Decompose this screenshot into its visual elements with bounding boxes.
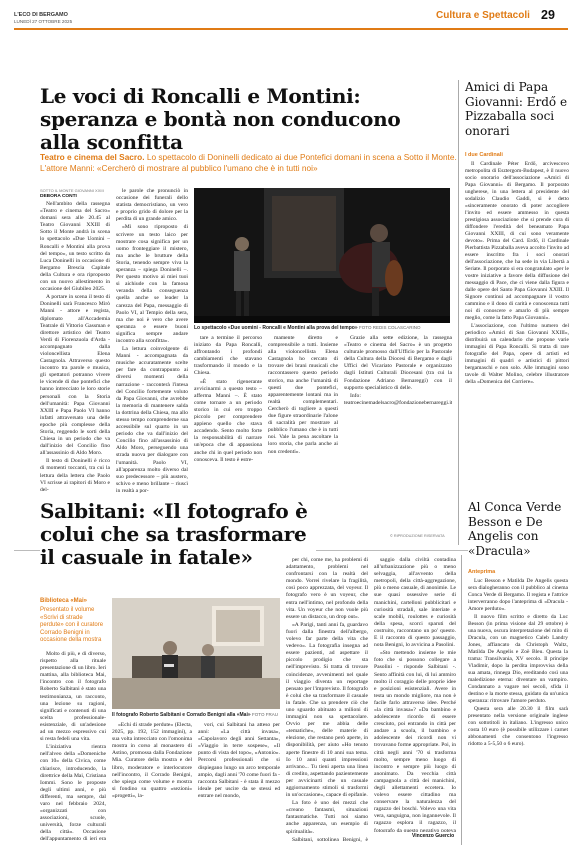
second-headline: Salbitani: «Il fotografo è colui che sa trasformare il casuale in fatale»: [40, 498, 316, 569]
top-kicker: Teatro e cinema del Sacro.: [40, 152, 145, 162]
second-summary: Presentato il volume «Scrivi di strade perdute» con il curatore Corrado Benigni in occasione della mostra: [40, 607, 104, 644]
second-col-4: per chi, come me, ha problemi di adattamento, problemi nel confrontarsi con la realtà del mondo. Vorrei rivelare la fragilità, così poco apprezzata, del voyeur. Il fotografo vero è un voyeur, che entra nell'intimo, nel profondo della vita. Un voyeur che non vuole più essere un distacco, un drop out». «A Parigi, tanti anni fa, guardavo fuori dalla finestra dell'albergo, volevo far parte della vita che vedevo». La fotografia insegna ad essere pazienti, ad aspettare il piccolo prodigio che sta nell'imprevisto. Si tratta di trovare coincidenze, avvenimenti nel quale il viaggio diventa un reportage pensato per l'imprevisto. Il fotografo è colui che sa trasformare il casuale in fatale. Che sa prendere ciò che uno sguardo abituato a milioni di immagini non sa spettacolare. Ovvio per me abbia delle «tematiche», delle materie di elezione, che restano però aperte, in disponibilità, per aiuto «Ho tenuto aperte finestre di 10 anni sua tema. Io 10 anni quanti impressioni arrivano... Tu tieni aperta una linea di credito, aspettando pazientemente per avvicinarti che un casuale aggiornamento stimoli si trasformi in un'occasione», capace di epifanie. La foto è uno dei mezzi che «creano fantasmi, situazioni fantasmatiche. Tutti noi siamo anche apparenza, un esempio di spiritualità». Salbitani, sottolinea Benigni, è: [286, 557, 368, 842]
concert-photo-icon: [194, 188, 450, 323]
sidebar-bottom-text: Luc Besson e Matilda De Angelis questa sera dialogheranno con il pubblico al cinema Conca Verde di Bergamo. Il regista e l'attrice interverranno dopo l'anteprima di «Dracula - Amore perduto». Il nuovo film scritto e diretto da Luc Besson (in prima visione dal 29 ottobre) è una nuova, oscura interpretazione del mito di Dracula, con un magnetico Caleb Landry Jones, affiancato da Christoph Waltz, Matilda De Angelis e Zoë Bleu. Questa la trama: Transilvania, XV secolo. Il principe Vladimir, dopo la perdita improvvisa della sua amata, rinnega Dio, ereditando così una maledizione eterna: diventare un vampiro. Condannato a vagare nei secoli, sfida il destino e la morte stessa, guidato da un'unica speranza: ritrovare l'amore perduto. Questa sera alle 20.30 il film sarà presentato nella versione originale inglese con sottotitoli in italiano. L'ingresso unico costa 10 euro (è possibile utilizzare i carnet abbonamenti che consentono l'ingresso ridotto a 5-5,50 o 6 euro).: [468, 578, 568, 747]
section-title: Cultura e Spettacoli: [436, 10, 530, 21]
sidebar-top-text: Il Cardinale Péter Erdő, arcivescovo metropolita di Esztergom-Budapest, è il nuovo socio onorario dell'associazione «Amici di Papa Giovanni» di Bergamo. Il porporato ungherese, in una lettera al presidente del sodalizio Claudio Gaddi, si è detto «sinceramente onorato di poter accogliere l'invito ed essere ammesso in questa prestigiosa associazione che si prende cura di diffondere l'eredità del beneamato Papa Giovanni XXIII, di cui sono veramente devoto». Prima del Card. Erdő, il Cardinale Pierbattista Pizzaballa aveva accolto l'invito ad essere inscritto fra i soci onorari dell'associazione, che ha sede in via Libertà a Seriate. Il porporato si era congratulato «per le vostre iniziative a favore della diffusione del messaggio di Pace, che ci viene dalla figura e dalle opere del Santo Papa Giovanni XXIII. Il Signore continui ad accompagnare il vostro cammino e il dono di carità e conoscenza tutti noi di conoscere e amarlo di più sempre meglio, come la fatto Papa Giovanni». L'associazione, con l'ultimo numero del periodico «Amici di San Giovanni XXIII», distribuirà un calendario che propone varie immagini di Papa Roncalli. Si tratta di rare fotografie del Papa, opere di artisti ed immagini di quadri e artistici di pittori bergamaschi e non solo. Alle immagini sono tavole di Walter Molino, celebre illustratore della «Domenica del Corriere».: [465, 161, 569, 385]
top-col-5: Grazie alla sette edizione, la rassegna «Teatro e cinema del Sacro» è un progetto culturale promosso dall'Ufficio per la Pastorale della Cultura della Diocesi di Bergamo e dagli Uffici del Vicariato Pastorale e organizzato dagli Istituti Culturali Diocesani (tra cui la Fondazione Adriano Bernareggi) con il supporto specialistico di delle. Info: teatroecinemadelsacro@fondazionebernareggi.it: [344, 335, 452, 406]
sidebar-bottom-tag: Anteprima: [468, 569, 496, 575]
top-reserved: © RIPRODUZIONE RISERVATA: [390, 534, 445, 538]
top-col-3: tare a termine il percorso iniziato da Papa Roncalli, affrontando i profondi cambiamenti che stavano trasformando il mondo e la Chiesa. «È stato rigenerante avvicinarmi a questo testo – afferma Manni –. È stato come tornare a un periodo storico in cui ero troppo piccolo per comprendere appieno quello che stava accadendo. Sento molto forte la responsabilità di narrare un'epoca che di appassiona anche chi in quel periodo non conosceva. Il testo è estre-: [194, 335, 262, 463]
top-headline: Le voci di Roncalli e Montini: speranza e bontà non conducono alla sconfitta: [40, 84, 401, 154]
top-photo: [194, 188, 450, 323]
second-photo: [112, 598, 280, 709]
sidebar-top-tag: I due Cardinali: [465, 152, 503, 158]
second-author: Vincenzo Guercio: [412, 833, 455, 839]
top-location: SOTTO IL MONTE GIOVANNI XXIII: [40, 188, 104, 193]
second-col-5: saggio dalla civiltà contadina all'urbanizzazione più o meno selvaggia, all'avvento della metropoli, della città-aggregazione, più o meno casuale, di anonimie. Le sue quasi ossessive serie di manichini, cartelloni pubblicitari e curiosità stradali, sale interiate e scale mobili, roulottes e curiosità della spesa, scorci sparuti del costruito, raccontano un po' questo. E il racconto di questo passaggio, nota Benigni, lo avvicina a Pasolini. «Sto mettendo insieme le mie foto che si possono collegare a Pasolini - risponde Salbitani -. Sento affinità con lui, di lui ammiro molto il coraggio delle proprie idee e posizioni esistenziali. Avere in testa un mondo migliore, ma non è facile farlo attraverso idee. Perché «la città invasa»? «Da bambino e adolescente ricordo di essere cresciuto, poi entrando in città per andare a scuola, il bambino e adolescente dei ricordi non vi trovavano forme appropriate. Poi, in città negli anni '70 si trasforma molto, sempre meno luogo di incontro e sempre più luogo di anonimato. Da vecchia città campagnola a città dei manichini, degli allettamenti eccetera. Io volevo essere cittadino ma conservare la naturalezza del ragazzo dei boschi. Volevo una vita vera, sanguigna, non ingannevole. Il ragazzo esplora il ragazzo, il fotografo da questo negativo poteva: [374, 557, 456, 832]
top-col-1: Nell'ambito della rassegna «Teatro e cinema del Sacro» domani sera alle 20.45 al Teatro Giovanni XXIII di Sotto il Monte andrà in scena lo spettacolo «Due Uomini – Roncalli e Montini alla prova del tempo», un testo scritto da Luca Doninelli in occasione di Bergamo Brescia Capitale della Cultura e ora riproposto con un nuovo allestimento in occasione del Giubileo 2025. A portare in scena il testo di Doninelli sarà Francesco Mirò Manni - attore e regista, diplomato all'Accademia Teatrale di Vittorio Gassman e direttore artistico del Teatro Verdi di Fiorenzuola d'Arda - accompagnato dalla violoncellista Elena Castagnola. Attraverso questo incontro tra parole e musica, gli spettatori potranno vivere le vicende di due pontefici che hanno intrecciato le loro storie personali con la Storia dell'umanità: Papa Giovanni XXIII e Papa Paolo VI hanno infatti attraversato una delle epoche più complesse della Storia, reggendo le sorti della Chiesa in un periodo che va dall'inizio del Concilio fino all'assassinio di Aldo Moro. Il testo di Doninelli è ricco di momenti toccanti, tra cui la lettura della lettera che Paolo VI scrisse ai rapitori di Moro e del-: [40, 201, 110, 493]
page-number: 29: [541, 8, 555, 22]
library-photo-icon: [112, 598, 280, 709]
top-author: DEBORA CONTI: [40, 194, 77, 199]
masthead-date: LUNEDÌ 27 OTTOBRE 2025: [14, 19, 73, 24]
masthead-paper: L'ECO DI BERGAMO: [14, 12, 68, 18]
second-tag: Biblioteca «Mai»: [40, 598, 88, 604]
header-rule: [14, 28, 568, 30]
top-photo-caption: Lo spettacolo «Due uomini - Roncalli e Montini alla prova del tempo» FOTO REDIS COLASCARINO: [194, 325, 421, 331]
sidebar-divider-bottom: [461, 555, 462, 845]
second-col-2: «Echi di strade perdute» (Electa, 2025, pp. 192, 152 immagini), a sua volta intrecciato con l'omonima mostra in corso al monastero di Astino, promossa dalla Fondazione Mia. Curatore della mostra e del libro, moderatore e interlocutore nell'incontro, il Corrado Benigni, che spiega come volume e mostra si fondino su quattro «sezioni» «progetti», la-: [112, 722, 192, 799]
top-summary: [40, 152, 460, 174]
top-col-2: le parole che pronunciò in occasione dei funerali dello statista democristiano, un vero e proprio grido di dolore per la perdita di un grande amico. «Mi sono riproposto di scrivere un testo laico per mostrare cosa significa per un uomo fronteggiare il mistero, ma anche le brutture della Storia, tenendo sempre viva la speranza – spiega Doninelli –. Per questo motivo ai miei tuoi si aichiude con la famosa veranda della conseguenza quella anche se leader la carezza del Papa, messaggio di Paolo VI, al Tempio della sera, ma che noi è vero che avere speranza e essere buoni significa sempre andare incontro alla sconfitta». La lettura coinvolgente di Manni - accompagnata da musiche accuratamente scelte per fare da contrappunto ai diversi momenti della narrazione - racconterà l'intesa del Concilio fortemente voluto da Papa Giovanni, che avrebbe la memoria di mantenere salda la dottrina della Chiesa, ma allo stesso tempo comprenderne sua accessibile sul quarto in un periodo che va dall'inizio del Concilio fino all'assassinio di Aldo Moro, perseguendo una strada nuova per dialogare con l'umanità. Paolo VI, all'apparenza molto diverso dal suo predecessore – più austero, schivo e meno brillante – riuscì in realtà a por-: [116, 188, 188, 494]
sidebar-top-headline: Amici di Papa Giovanni: Erdő e Pizzaballa soci onorari: [465, 80, 568, 138]
top-summary-text: Lo spettacolo di Doninelli dedicato ai due Pontefici domani in scena a Sotto il Monte. L'attore Manni: «Cercherò di mostrare al pubblico l'umano che è in tutti noi»: [40, 152, 457, 173]
second-col-3: vori, cui Salbitani ha atteso per anni: «La città invasa», «Capolavoro degli anni Settanta», «Viaggio in terre sospese», «Il punto di vista del topo», «Antonio». Percorsi professionali che si dispiegano lungo un arco temporale ampio, dagli anni '70 come fuori fa - racconta Salbitani - è stata il mezzo ideale per uscire da se stessi ed entrare nel mondo,: [198, 722, 280, 799]
top-col-4: mamente diretto e comprensibile a tutti. Insieme alla violoncellista Elena Castagnola ho cercato di trovare dei brani musicali che raccontassero questo periodo storico, ma anche l'umanità di questi due pontefici, apparentemente lontani ma in realtà complementari. Cercherò di togliere a questi due figure straordinarie l'alone di sacralità per mostrare al pubblico l'umano che è in tutti noi. Vale la pena ascoltare la loro storia, che parla anche ai non credenti».: [268, 335, 338, 455]
second-photo-caption: Il fotografo Roberto Salbitani e Corrado Benigni alla «Mai» FOTO FRAU: [112, 712, 278, 718]
second-col-1: Molto di più, e di diverso, rispetto alla rituale presentazione di un libro. Ieri mattina, alla biblioteca Mai, l'incontro con il fotografo Roberto Salbitani è stato una testimonianza, un racconto, una lezione su ragioni, significati e contenuti di una scelta professionale-esistenziale, di un'adesione ad un mezzo espressivo cui si resta fedeli una vita. L'iniziativa rientra nell'alveo della «Domeniche con 10» della Civica, come chiarisce, introducendo, la direttrice della Mai, Cristiana Iommi. Sono le proposte degli ultimi anni, e più differenti, ma sempre, dal varo nel febbraio 2024, «organizzati con associazioni, scuole, università, forze culturali della città». Occasione dell'appuntamento di ieri era: [40, 651, 106, 841]
sidebar-divider-top: [458, 80, 459, 545]
sidebar-bottom-headline: Al Conca Verde Besson e De Angelis con «Dracula»: [468, 500, 568, 558]
